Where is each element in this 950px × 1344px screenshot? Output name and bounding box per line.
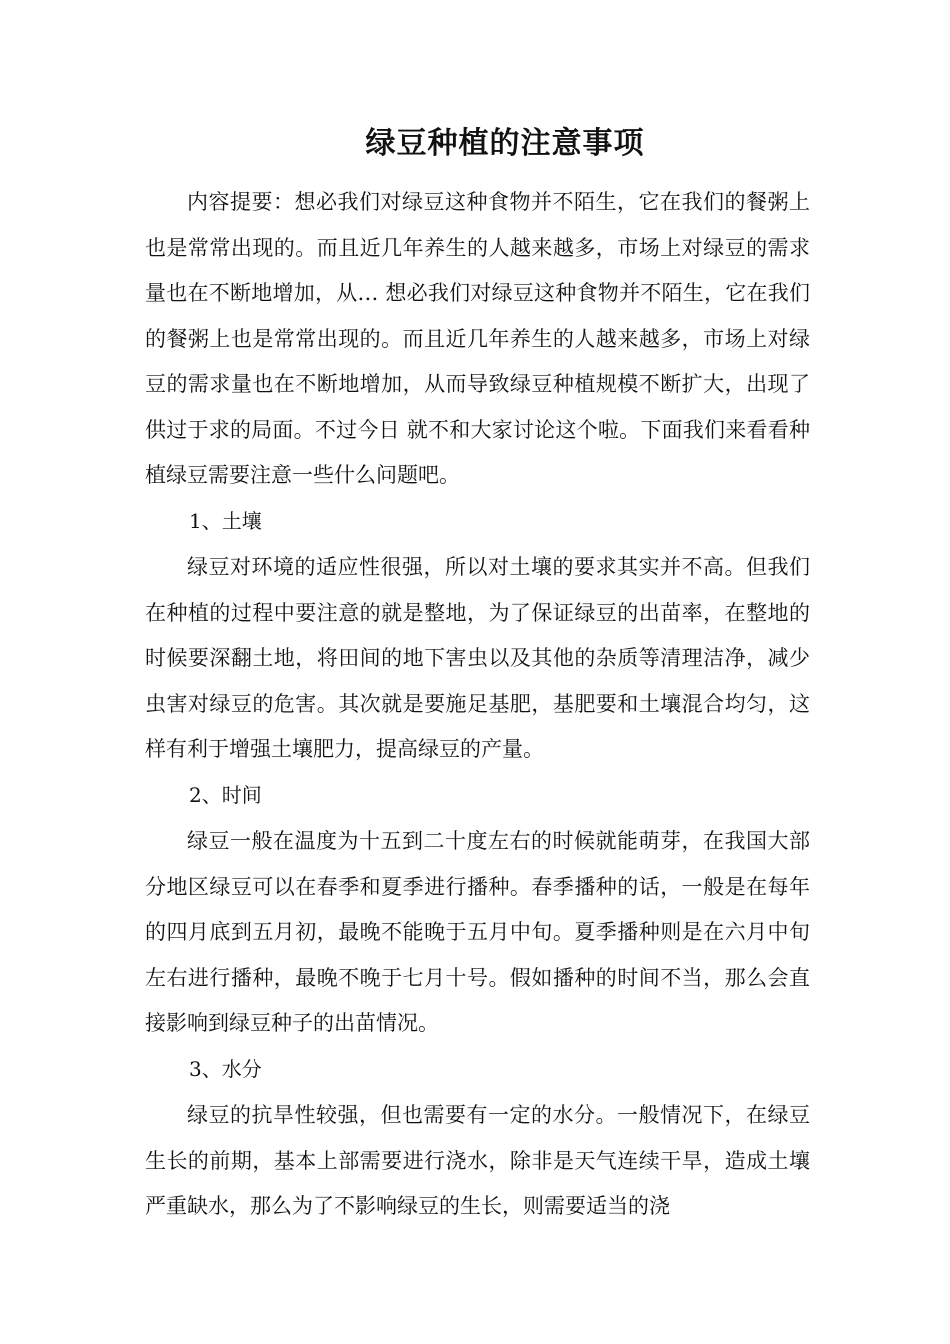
intro-paragraph: 内容提要：想必我们对绿豆这种食物并不陌生，它在我们的餐粥上也是常常出现的。而且近几年养生的人越来越多，市场上对绿豆的需求量也在不断地增加，从… 想必我们对绿豆这种食物并不陌生，它在我们的餐粥上也是常常出现的。而且近几年养生的人越来越多，市场上对绿豆的需求量也在不断地增加，从而导致绿豆种植规模不断扩大，出现了供过于求的局面。不过今日 就不和大家讨论这个啦。下面我们来看看种植绿豆需要注意一些什么问题吧。	[145, 190, 810, 487]
page-title: 绿豆种植的注意事项	[365, 126, 645, 161]
document-body	[145, 180, 810, 1230]
section-heading-soil-text: 1、土壤	[189, 508, 262, 533]
soil-paragraph: 绿豆对环境的适应性很强，所以对土壤的要求其实并不高。但我们在种植的过程中要注意的就是整地，为了保证绿豆的出苗率，在整地的时候要深翻土地，将田间的地下害虫以及其他的杂质等清理洁净，减少虫害对绿豆的危害。其次就是要施足基肥，基肥要和土壤混合均匀，这样有利于增强土壤肥力，提高绿豆的产量。	[145, 555, 810, 761]
section-heading-soil	[145, 499, 810, 546]
water-paragraph: 绿豆的抗旱性较强，但也需要有一定的水分。一般情况下，在绿豆生长的前期，基本上部需要进行浇水，除非是天气连续干旱，造成土壤严重缺水，那么为了不影响绿豆的生长，则需要适当的浇	[145, 1103, 810, 1218]
section-heading-time	[145, 773, 810, 820]
section-heading-water	[145, 1047, 810, 1094]
time-paragraph: 绿豆一般在温度为十五到二十度左右的时候就能萌芽，在我国大部分地区绿豆可以在春季和夏季进行播种。春季播种的话，一般是在每年的四月底到五月初，最晚不能晚于五月中旬。夏季播种则是在六月中旬左右进行播种，最晚不晚于七月十号。假如播种的时间不当，那么会直接影响到绿豆种子的出苗情况。	[145, 829, 810, 1035]
section-heading-time-text: 2、时间	[189, 782, 262, 807]
section-heading-water-text: 3、水分	[189, 1056, 262, 1081]
